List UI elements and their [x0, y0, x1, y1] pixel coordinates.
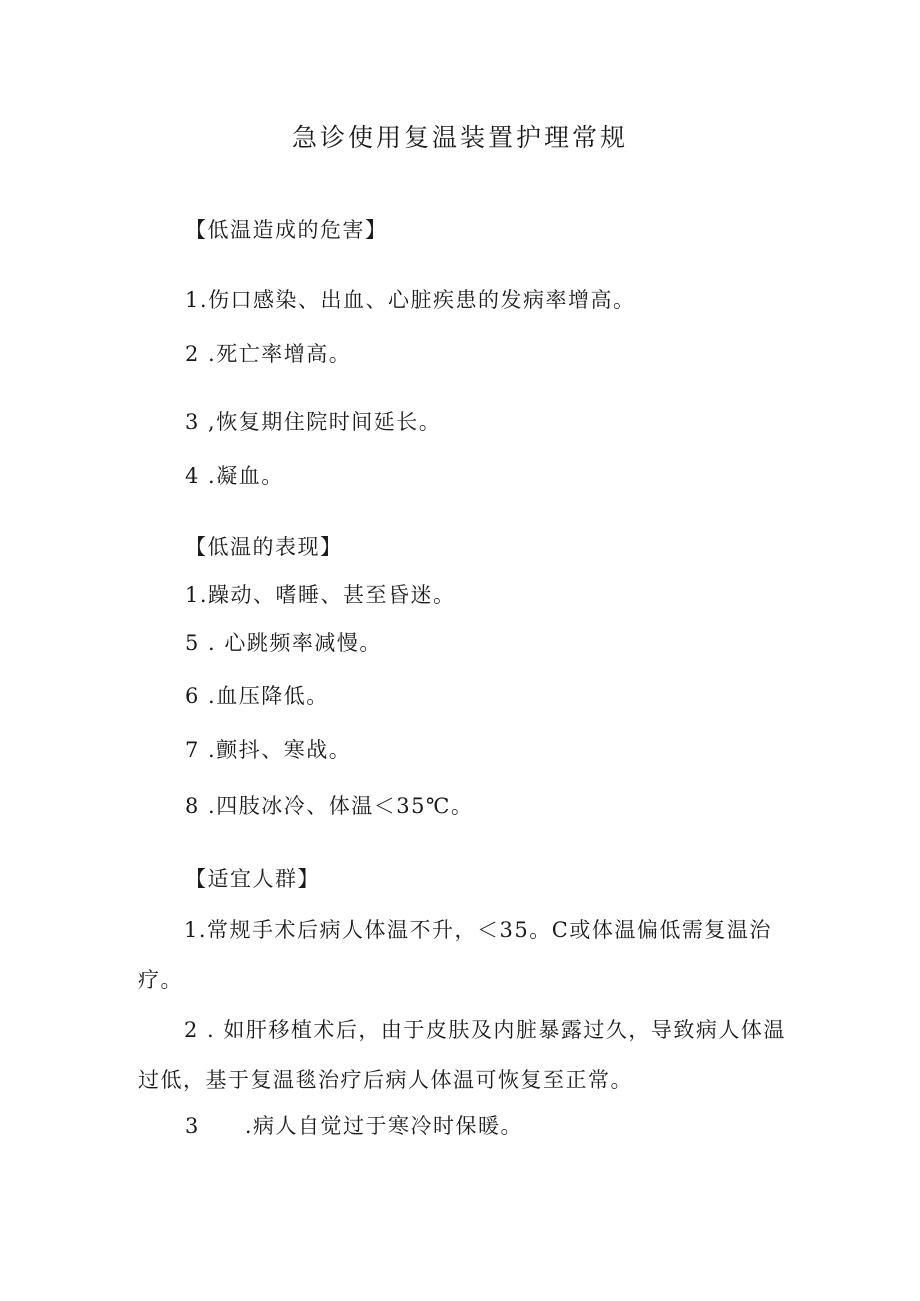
list-item: 3 ,恢复期住院时间延长。 [185, 410, 442, 434]
section-heading-hazards: 【低温造成的危害】 [185, 218, 388, 242]
document-title: 急诊使用复温装置护理常规 [291, 123, 628, 152]
list-item: 3 .病人自觉过于寒冷时保暖。 [185, 1114, 524, 1138]
section-heading-indications: 【适宜人群】 [185, 867, 320, 891]
section-heading-symptoms: 【低温的表现】 [185, 535, 343, 559]
list-item: 4 .凝血。 [185, 464, 284, 488]
paragraph-item: 1.常规手术后病人体温不升，＜35。C或体温偏低需复温治疗。 [138, 918, 772, 992]
list-item: 1.伤口感染、出血、心脏疾患的发病率增高。 [185, 288, 636, 312]
list-item: 1.躁动、嗜睡、甚至昏迷。 [185, 583, 456, 607]
list-item: 5 . 心跳频率减慢。 [185, 631, 382, 655]
list-item: 6 .血压降低。 [185, 684, 329, 708]
list-item: 8 .四肢冰冷、体温＜35℃。 [185, 794, 474, 818]
list-item: 7 .颤抖、寒战。 [185, 738, 352, 762]
list-item: 2 .死亡率增高。 [185, 342, 352, 366]
paragraph-item: 2 . 如肝移植术后，由于皮肤及内脏暴露过久，导致病人体温过低，基于复温毯治疗后病人体温可恢复至正常。 [138, 1018, 786, 1092]
